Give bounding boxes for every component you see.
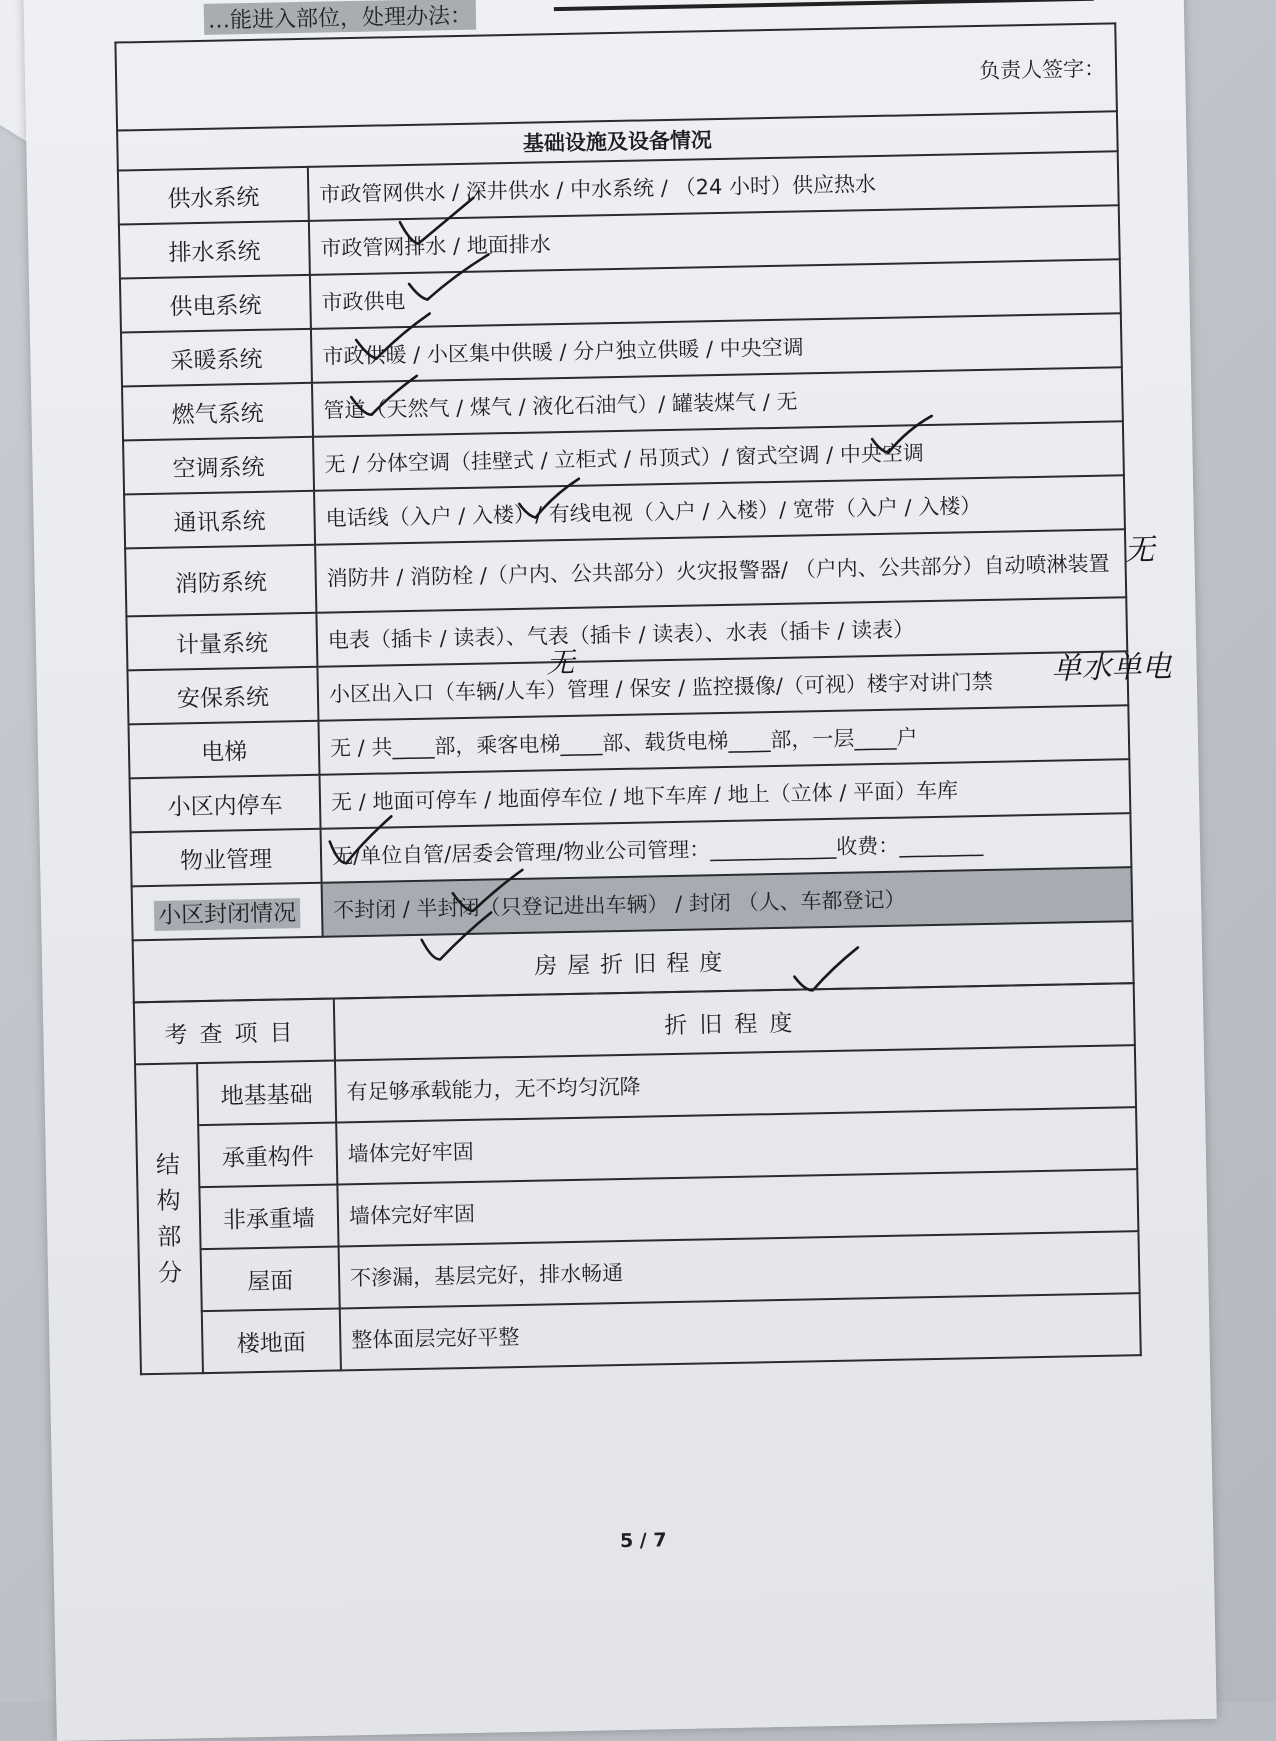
row-content: 无/单位自管/居委会管理/物业公司管理：____________收费：________	[321, 813, 1132, 883]
row-label: 排水系统	[119, 221, 310, 279]
row-content: 不渗漏，基层完好，排水畅通	[339, 1231, 1140, 1308]
page-number: 5 / 7	[619, 1529, 667, 1553]
row-content: 消防井 / 消防栓 /（户内、公共部分）火灾报警器/ （户内、公共部分）自动喷淋装置	[315, 529, 1126, 613]
row-content-highlighted: 不封闭 / 半封闭（只登记进出车辆） / 封闭 （人、车都登记）	[322, 867, 1133, 937]
row-label: 物业管理	[131, 829, 322, 887]
row-label: 地基基础	[197, 1061, 336, 1126]
group-label-char: 分	[157, 1258, 183, 1287]
document-content	[114, 0, 1172, 1553]
signature-cell: 负责人签字：	[115, 23, 1117, 130]
column-header-item: 考查项目	[134, 999, 335, 1065]
depreciation-title: 房屋折旧程度	[133, 921, 1134, 1002]
group-label-char: 结	[155, 1150, 181, 1179]
infrastructure-title: 基础设施及设备情况	[117, 111, 1118, 170]
row-content: 无 / 共____部，乘客电梯____部、载货电梯____部，一层____户	[318, 705, 1129, 775]
row-label: 消防系统	[125, 545, 316, 617]
row-label: 采暖系统	[121, 329, 312, 387]
checkmark-icon	[452, 870, 523, 911]
checkmark-icon	[399, 198, 474, 244]
row-content: 市政供暖 / 小区集中供暖 / 分户独立供暖 / 中央空调	[311, 313, 1122, 383]
checkmark-icon	[356, 314, 431, 359]
checkmark-icon	[519, 479, 580, 518]
row-label: 电梯	[128, 721, 319, 779]
column-header-degree: 折旧程度	[334, 983, 1135, 1060]
checkmark-icon	[351, 376, 418, 415]
row-label-text: 小区封闭情况	[154, 898, 301, 931]
group-label-text	[148, 1146, 191, 1291]
row-content: 有足够承载能力，无不均匀沉降	[335, 1045, 1136, 1122]
row-label: 空调系统	[123, 437, 314, 495]
row-content: 市政管网供水 / 深井供水 / 中水系统 / （24 小时）供应热水	[308, 151, 1119, 221]
document-page	[23, 0, 1217, 1741]
row-label: 通讯系统	[124, 491, 315, 549]
row-content: 管道（天然气 / 煤气 / 液化石油气）/ 罐装煤气 / 无	[312, 367, 1123, 437]
row-content: 无 / 分体空调（挂壁式 / 立柜式 / 吊顶式）/ 窗式空调 / 中央空调	[313, 421, 1124, 491]
handwritten-note-communication: 无	[1124, 532, 1155, 569]
checkmark-icon	[409, 254, 490, 300]
row-label: 计量系统	[126, 613, 317, 671]
row-label: 承重构件	[198, 1122, 337, 1187]
row-label: 楼地面	[202, 1308, 341, 1373]
row-content: 整体面层完好平整	[340, 1293, 1141, 1370]
group-label-char: 部	[157, 1222, 182, 1251]
checkmark-icon	[872, 416, 933, 453]
row-label: 供水系统	[118, 167, 309, 225]
group-label-structure	[135, 1063, 203, 1374]
handwritten-note-meter: 单水单电	[1051, 649, 1172, 687]
row-label: 屋面	[201, 1246, 340, 1311]
checkmark-icon	[794, 947, 859, 990]
row-label: 小区内停车	[130, 775, 321, 833]
row-content: 电表（插卡 / 读表）、气表（插卡 / 读表）、水表（插卡 / 读表）	[316, 597, 1127, 667]
row-content: 市政供电	[310, 259, 1121, 329]
checkmark-icon	[329, 816, 392, 863]
row-label: 燃气系统	[122, 383, 313, 441]
row-content: 墙体完好牢固	[336, 1107, 1137, 1184]
checkmark-icon	[421, 912, 492, 959]
row-content: 无 / 地面可停车 / 地面停车位 / 地下车库 / 地上（立体 / 平面）车库	[320, 759, 1131, 829]
row-label: 安保系统	[127, 667, 318, 725]
row-label: 非承重墙	[199, 1184, 338, 1249]
handwritten-checkmarks	[114, 0, 1135, 1099]
group-label-char: 构	[156, 1186, 181, 1215]
handwritten-note-fire: 无	[546, 645, 575, 680]
row-label: 供电系统	[120, 275, 311, 333]
row-content: 市政管网排水 / 地面排水	[309, 205, 1120, 275]
row-content: 墙体完好牢固	[337, 1169, 1138, 1246]
row-content: 电话线（入户 / 入楼）/ 有线电视（入户 / 入楼）/ 宽带（入户 / 入楼）	[314, 475, 1125, 545]
top-partial-text: …能进入部位，处理办法：	[204, 0, 477, 35]
row-content: 小区出入口（车辆/人车）管理 / 保安 / 监控摄像/（可视）楼宇对讲门禁	[317, 651, 1128, 721]
